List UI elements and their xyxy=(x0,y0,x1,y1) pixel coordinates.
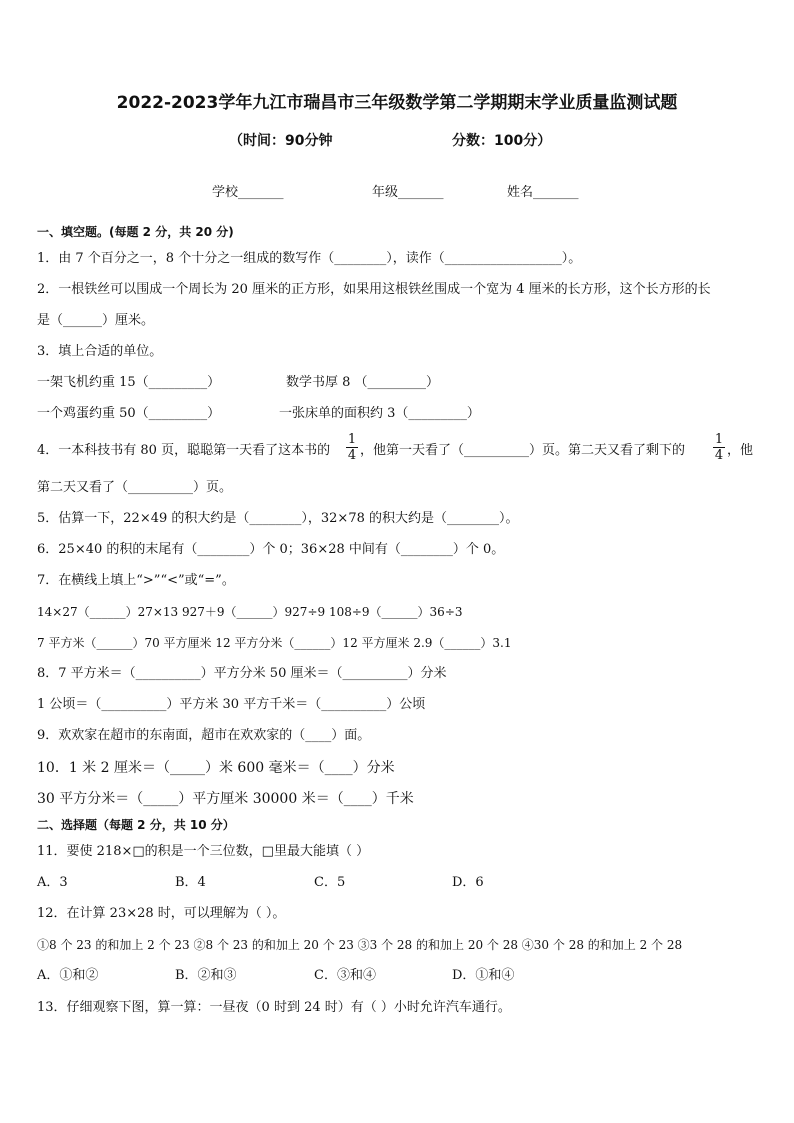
grade-field: 年级_______ xyxy=(372,185,444,200)
question-6: 6．25×40 的积的末尾有（________）个 0；36×28 中间有（________）个 0。 xyxy=(37,542,505,557)
exam-score: 分数：100分） xyxy=(452,133,552,149)
question-10-row-2: 30 平方分米＝（_____）平方厘米 30000 米＝（____）千米 xyxy=(37,791,414,807)
question-7-row-1: 14×27（______）27×13 927＋9（______）927÷9 108÷9（______）36÷3 xyxy=(37,605,463,619)
question-11-option-d: D．6 xyxy=(452,875,484,890)
question-9: 9．欢欢家在超市的东南面，超市在欢欢家的（____）面。 xyxy=(37,728,371,743)
question-13: 13．仔细观察下图，算一算：一昼夜（0 时到 24 时）有（ ）小时允许汽车通行。 xyxy=(37,1000,511,1015)
question-4-part-2: ，他第一天看了（__________）页。第二天又看了剩下的 xyxy=(360,443,686,458)
question-12-option-a: A．①和② xyxy=(37,968,99,983)
question-8-row-2: 1 公顷＝（__________）平方米 30 平方千米＝（__________）公顷 xyxy=(37,697,426,712)
question-12-option-b: B．②和③ xyxy=(175,968,237,983)
question-7-row-2: 7 平方米（______）70 平方厘米 12 平方分米（______）12 平方厘米 2.9（______）3.1 xyxy=(37,636,512,650)
section2-heading: 二、选择题（每题 2 分，共 10 分） xyxy=(37,818,235,832)
question-12-statements: ①8 个 23 的和加上 2 个 23 ②8 个 23 的和加上 20 个 23 ③3 个 28 的和加上 20 个 28 ④30 个 28 的和加上 2 个 28 xyxy=(37,938,683,952)
question-7: 7．在横线上填上“>”“<”或“=”。 xyxy=(37,573,235,588)
name-field: 姓名_______ xyxy=(507,185,579,200)
question-3-item-egg: 一个鸡蛋约重 50（_________） xyxy=(37,406,221,421)
question-11-option-c: C．5 xyxy=(314,875,346,890)
question-12: 12．在计算 23×28 时，可以理解为（ ）。 xyxy=(37,906,286,921)
question-10-row-1: 10．1 米 2 厘米＝（_____）米 600 毫米＝（____）分米 xyxy=(37,760,395,776)
question-4-part-3: ，他 xyxy=(727,443,754,458)
question-4-fraction-2: $\frac{1}{4}$ xyxy=(714,432,724,463)
school-field: 学校_______ xyxy=(212,185,284,200)
question-3: 3．填上合适的单位。 xyxy=(37,344,163,359)
question-4-part-1: 4．一本科技书有 80 页，聪聪第一天看了这本书的 xyxy=(37,443,331,458)
question-11: 11．要使 218×□的积是一个三位数，□里最大能填（ ） xyxy=(37,844,370,859)
question-3-item-airplane: 一架飞机约重 15（_________） xyxy=(37,375,221,390)
question-12-option-d: D．①和④ xyxy=(452,968,515,983)
exam-time: （时间：90分钟 xyxy=(229,133,333,149)
section1-heading: 一、填空题。(每题 2 分，共 20 分) xyxy=(37,225,234,239)
page-title: 2022-2023学年九江市瑞昌市三年级数学第二学期期末学业质量监测试题 xyxy=(116,93,678,113)
question-2-line-1: 2．一根铁丝可以围成一个周长为 20 厘米的正方形，如果用这根铁丝围成一个宽为 4 厘米的长方形，这个长方形的长 xyxy=(37,282,711,297)
question-2-line-2: 是（______）厘米。 xyxy=(37,313,155,328)
question-4-part-4: 第二天又看了（__________）页。 xyxy=(37,480,233,495)
question-5: 5．估算一下，22×49 的积大约是（________），32×78 的积大约是（________）。 xyxy=(37,511,519,526)
question-4-fraction-1: $\frac{1}{4}$ xyxy=(347,432,357,463)
question-11-option-b: B．4 xyxy=(175,875,206,890)
question-1: 1．由 7 个百分之一，8 个十分之一组成的数写作（________），读作（__________________）。 xyxy=(37,251,582,266)
question-8-row-1: 8．7 平方米＝（__________）平方分米 50 厘米＝（__________）分米 xyxy=(37,666,447,681)
question-3-item-book: 数学书厚 8 （_________） xyxy=(286,375,440,390)
question-3-item-sheet: 一张床单的面积约 3（_________） xyxy=(279,406,480,421)
question-11-option-a: A．3 xyxy=(37,875,68,890)
question-12-option-c: C．③和④ xyxy=(314,968,376,983)
